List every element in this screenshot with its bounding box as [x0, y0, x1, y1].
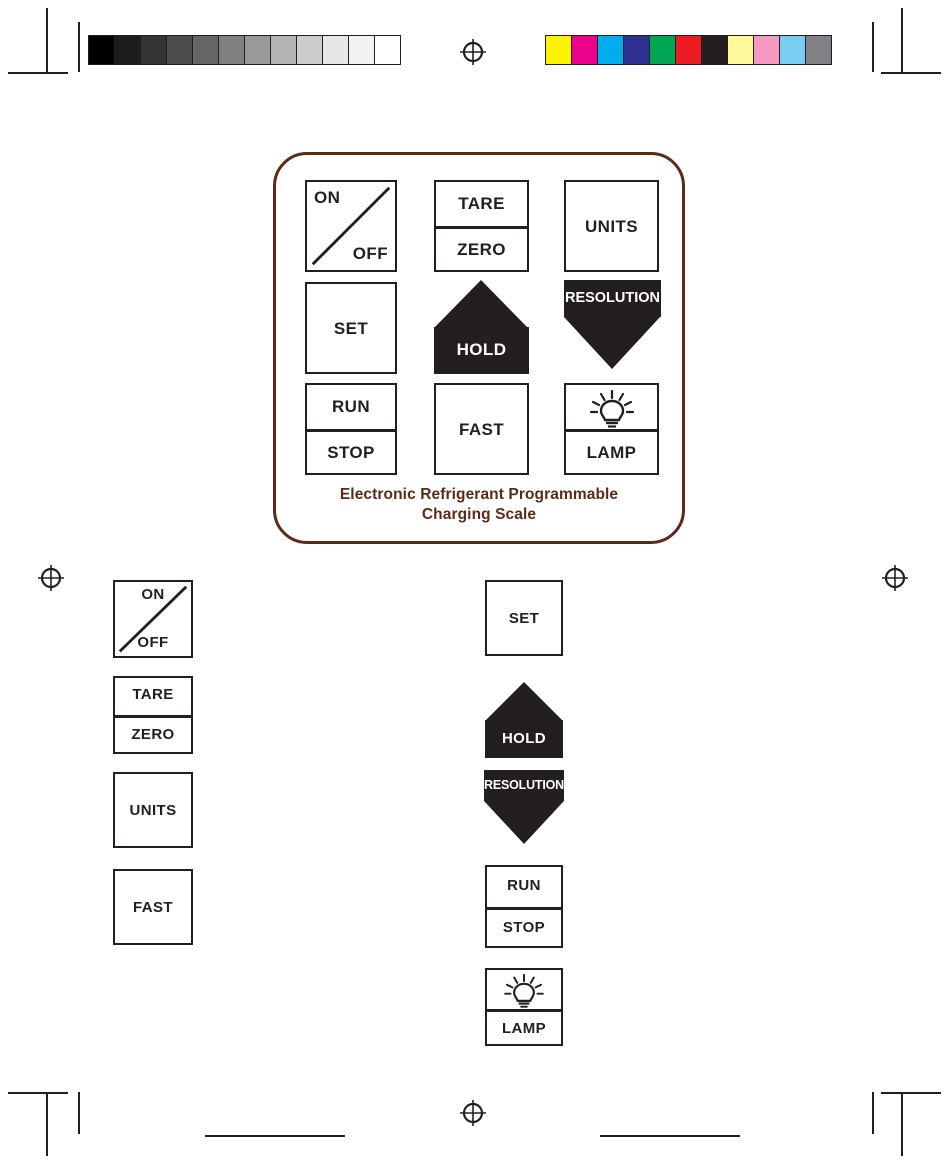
units-key[interactable] [564, 180, 659, 272]
down-arrow-icon [484, 801, 564, 844]
hold-label: HOLD [501, 730, 547, 747]
crop-mark-bottom-right-horizontal [881, 1092, 941, 1094]
resolution-label-plate [484, 770, 564, 801]
gray-swatch [244, 36, 270, 64]
on-off-key[interactable] [305, 180, 397, 272]
set-label: SET [333, 319, 369, 338]
gray-swatch [322, 36, 348, 64]
off-label: OFF [137, 634, 169, 651]
down-arrow-icon [564, 317, 660, 369]
panel-caption-line2: Charging Scale [421, 506, 537, 523]
keysheet-units-key[interactable] [113, 772, 193, 848]
crop-mark-top-right-vertical [901, 8, 903, 72]
hold-key[interactable] [434, 280, 529, 374]
gray-swatch [192, 36, 218, 64]
run-label: RUN [331, 397, 371, 416]
gray-swatch [166, 36, 192, 64]
tare-label: TARE [458, 194, 505, 213]
hold-label: HOLD [456, 340, 507, 359]
key-divider [115, 715, 191, 718]
key-divider [566, 429, 657, 432]
keysheet-on-off-key[interactable] [113, 580, 193, 658]
panel-caption [276, 485, 682, 525]
trim-line-lower-right [872, 1092, 874, 1134]
trim-line-bottom-center-left [205, 1135, 345, 1137]
on-label: ON [314, 188, 341, 207]
gray-swatch [218, 36, 244, 64]
gray-swatch [114, 36, 140, 64]
gray-swatch [348, 36, 374, 64]
resolution-key[interactable] [564, 280, 661, 374]
color-swatch [727, 36, 753, 64]
color-swatch [571, 36, 597, 64]
key-divider [436, 226, 527, 229]
run-stop-key[interactable] [305, 383, 397, 475]
keysheet-set-key[interactable] [485, 580, 563, 656]
registration-target-bottom-center [460, 1100, 484, 1124]
crop-mark-bottom-left-vertical [46, 1092, 48, 1156]
trim-line-upper-left [78, 22, 80, 72]
lamp-key[interactable] [564, 383, 659, 475]
trim-line-bottom-center-right [600, 1135, 740, 1137]
off-label: OFF [352, 244, 388, 263]
process-color-control-bar [545, 35, 832, 65]
color-swatch [675, 36, 701, 64]
lamp-label: LAMP [586, 443, 637, 462]
zero-label: ZERO [131, 726, 175, 743]
color-swatch [779, 36, 805, 64]
units-label: UNITS [585, 217, 638, 236]
keysheet-tare-zero-key[interactable] [113, 676, 193, 754]
up-arrow-icon [434, 280, 528, 328]
tare-zero-key[interactable] [434, 180, 529, 272]
keysheet-lamp-key[interactable] [485, 968, 563, 1046]
color-swatch [701, 36, 727, 64]
zero-label: ZERO [457, 240, 506, 259]
color-swatch [546, 36, 571, 64]
fast-label: FAST [133, 899, 173, 916]
gray-swatch [296, 36, 322, 64]
keysheet-fast-key[interactable] [113, 869, 193, 945]
grayscale-step-wedge [88, 35, 401, 65]
registration-target-top-center [460, 39, 484, 63]
panel-caption-line1: Electronic Refrigerant Programmable [339, 486, 619, 503]
key-divider [487, 1009, 561, 1012]
run-label: RUN [507, 877, 541, 894]
keysheet-resolution-key[interactable] [484, 770, 564, 846]
on-label: ON [141, 586, 165, 603]
light-bulb-icon [583, 389, 641, 429]
stop-label: STOP [502, 919, 546, 936]
trim-line-lower-left [78, 1092, 80, 1134]
hold-label-plate [434, 327, 529, 374]
color-swatch [753, 36, 779, 64]
set-label: SET [508, 610, 540, 627]
light-bulb-icon [498, 973, 550, 1009]
keysheet-run-stop-key[interactable] [485, 865, 563, 948]
fast-label: FAST [458, 420, 505, 439]
fast-key[interactable] [434, 383, 529, 475]
registration-target-right [882, 565, 906, 589]
units-label: UNITS [129, 802, 177, 819]
gray-swatch [89, 36, 114, 64]
up-arrow-icon [485, 682, 563, 721]
crop-mark-bottom-right-vertical [901, 1092, 903, 1156]
lamp-label: LAMP [501, 1020, 547, 1037]
color-swatch [649, 36, 675, 64]
color-swatch [805, 36, 831, 64]
resolution-label: RESOLUTION [484, 778, 564, 792]
crop-mark-bottom-left-horizontal [8, 1092, 68, 1094]
set-key[interactable] [305, 282, 397, 374]
color-swatch [623, 36, 649, 64]
crop-mark-top-left-horizontal [8, 72, 68, 74]
key-divider [307, 429, 395, 432]
gray-swatch [140, 36, 166, 64]
resolution-label: RESOLUTION [564, 290, 661, 306]
trim-line-upper-right [872, 22, 874, 72]
crop-mark-top-right-horizontal [881, 72, 941, 74]
registration-target-left [38, 565, 62, 589]
gray-swatch [374, 36, 400, 64]
hold-label-plate [485, 720, 563, 758]
tare-label: TARE [132, 686, 174, 703]
crop-mark-top-left-vertical [46, 8, 48, 72]
resolution-label-plate [564, 280, 661, 317]
control-panel-overlay [273, 152, 685, 544]
key-divider [487, 907, 561, 910]
color-swatch [597, 36, 623, 64]
stop-label: STOP [327, 443, 375, 462]
keysheet-hold-key[interactable] [485, 682, 563, 758]
gray-swatch [270, 36, 296, 64]
